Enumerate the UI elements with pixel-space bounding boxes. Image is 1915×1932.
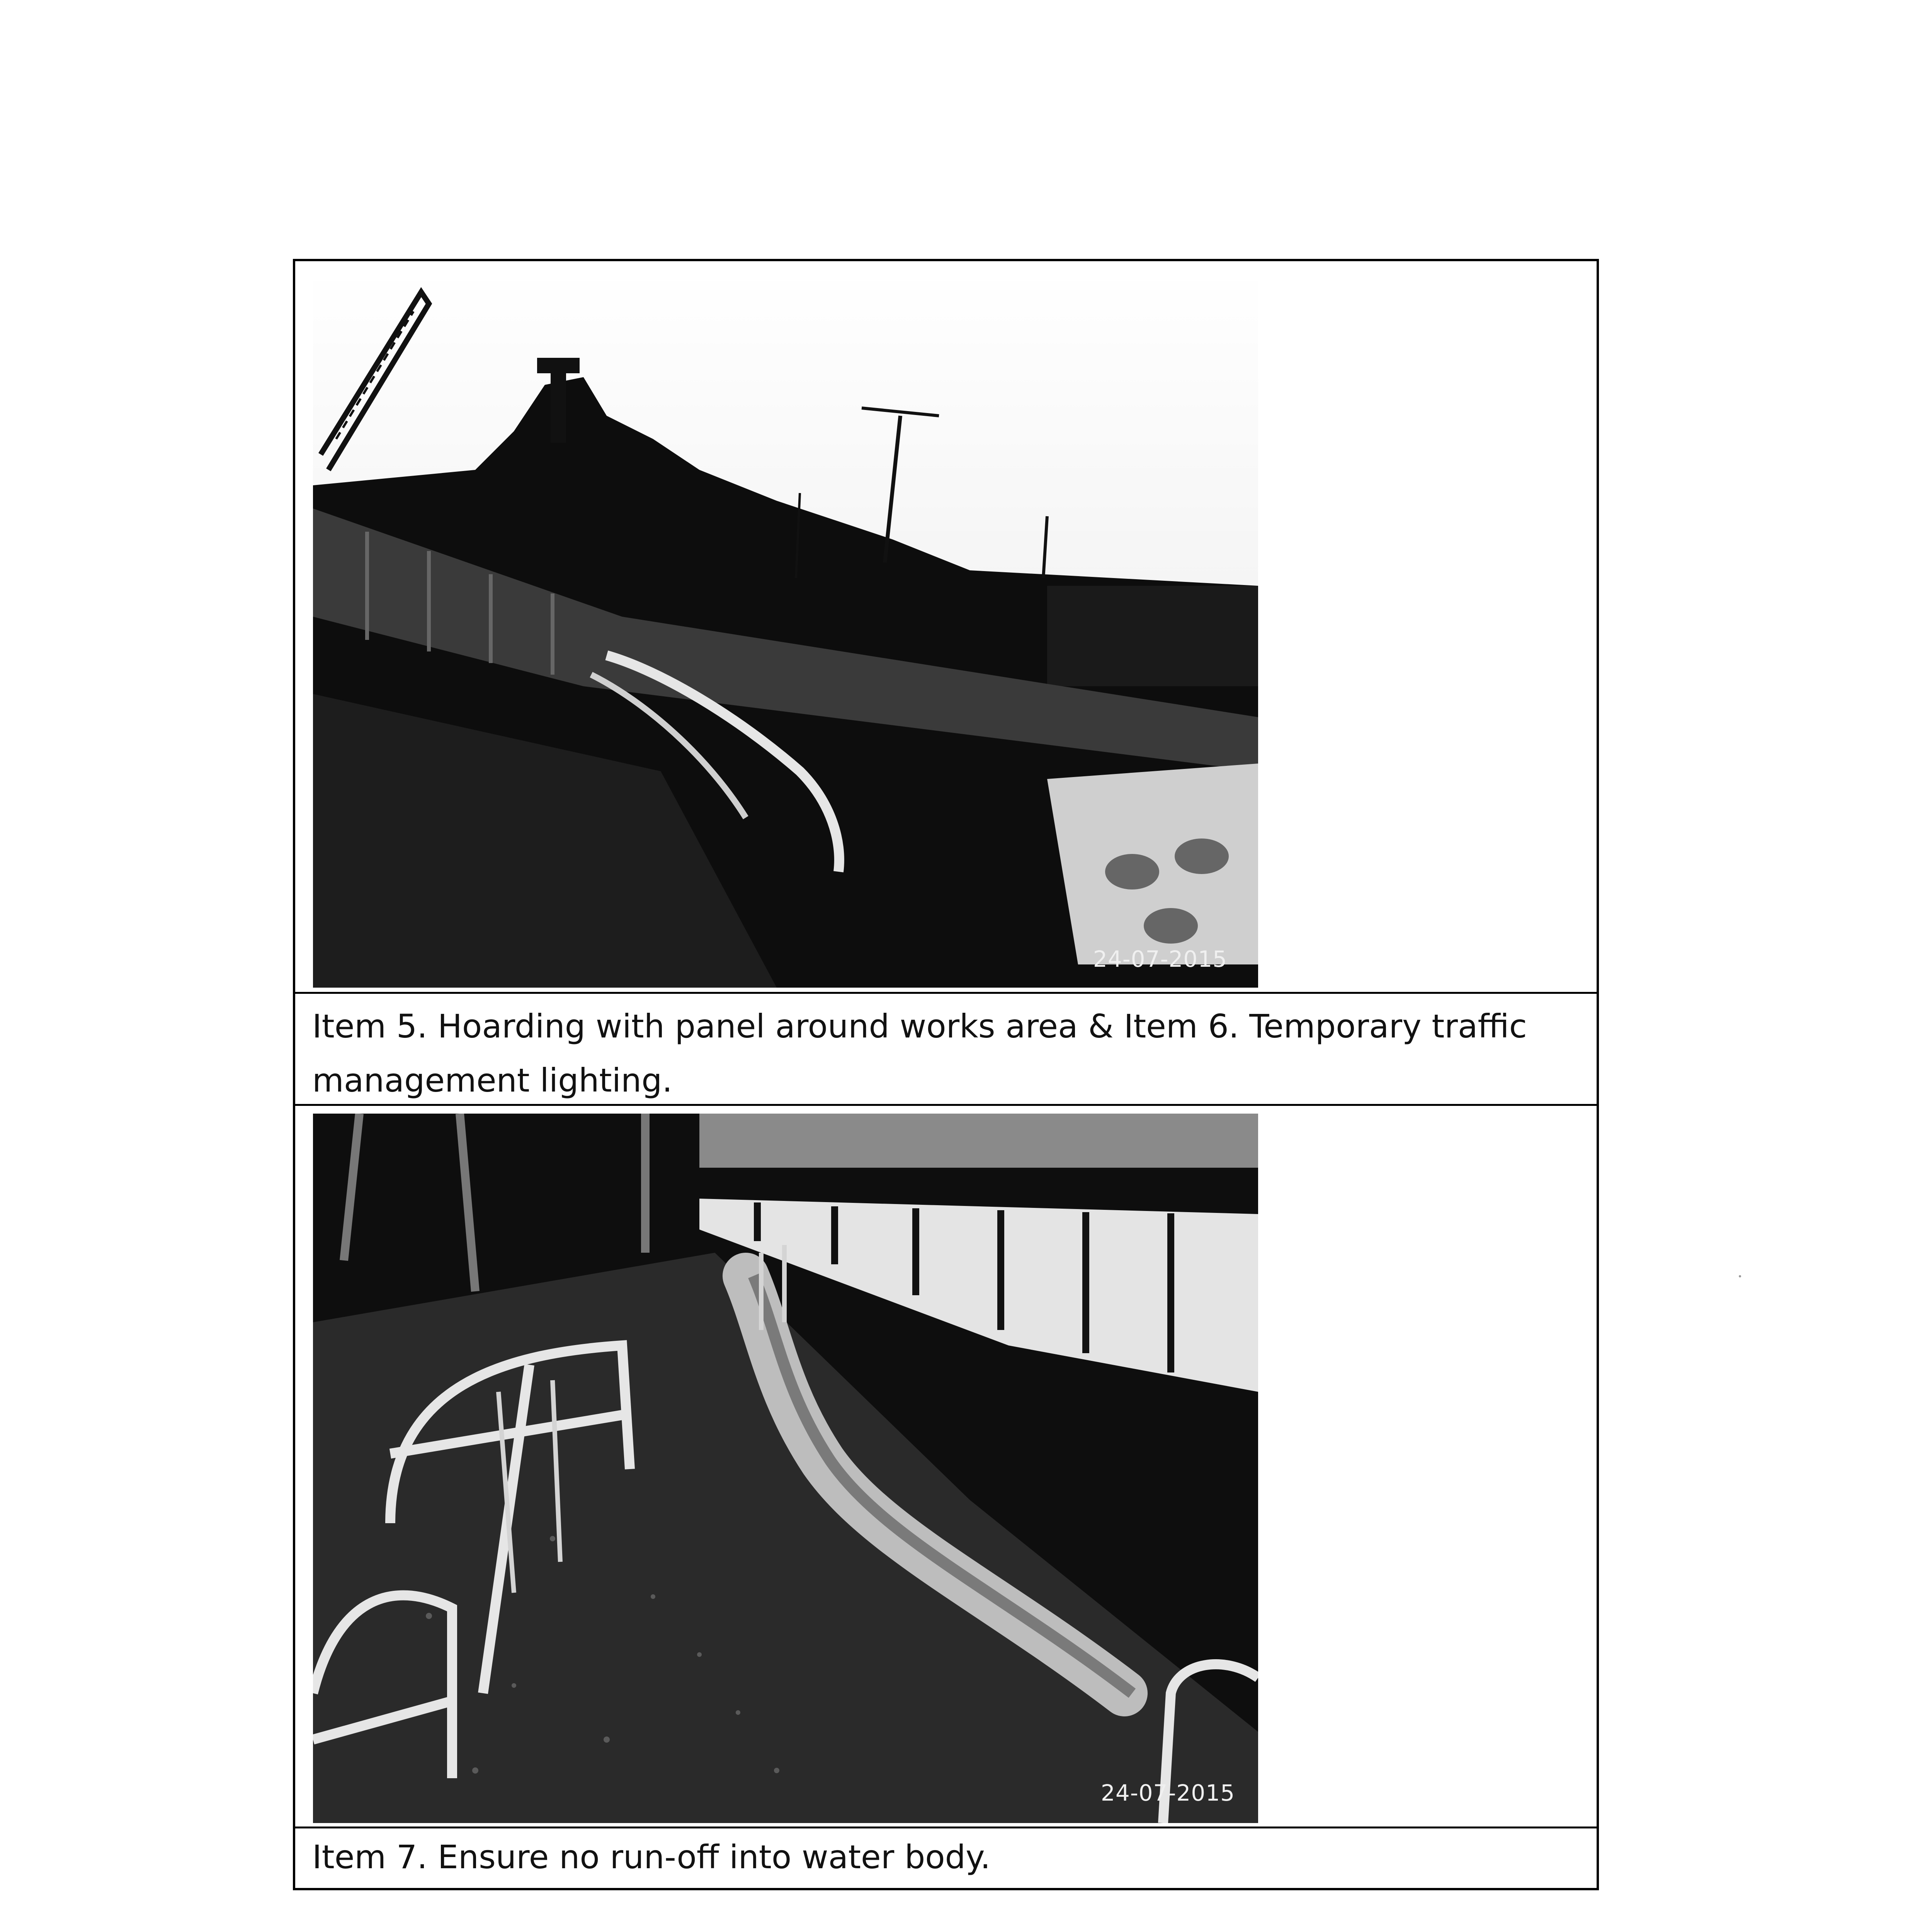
site-photo-hoarding	[313, 269, 1258, 988]
hoarding-photo-illustration	[313, 269, 1258, 988]
photo-caption: Item 7. Ensure no run-off into water body.	[312, 1838, 991, 1876]
photo-row-item-7	[295, 1106, 1597, 1828]
photo-date-stamp: 24-07-2015	[1100, 1780, 1235, 1806]
scan-speck	[1739, 1275, 1741, 1277]
site-photo-run-off	[313, 1114, 1258, 1823]
photo-date-stamp: 24-07-2015	[1093, 946, 1227, 972]
photo-record-table	[293, 259, 1599, 1890]
photo-caption: Item 5. Hoarding with panel around works area & Item 6. Temporary traffic management lighting.	[312, 1007, 1527, 1099]
photo-row-item-5-6	[295, 261, 1597, 994]
caption-row-item-5-6	[295, 994, 1597, 1106]
caption-row-item-7	[295, 1828, 1597, 1890]
run-off-photo-illustration	[313, 1114, 1258, 1823]
